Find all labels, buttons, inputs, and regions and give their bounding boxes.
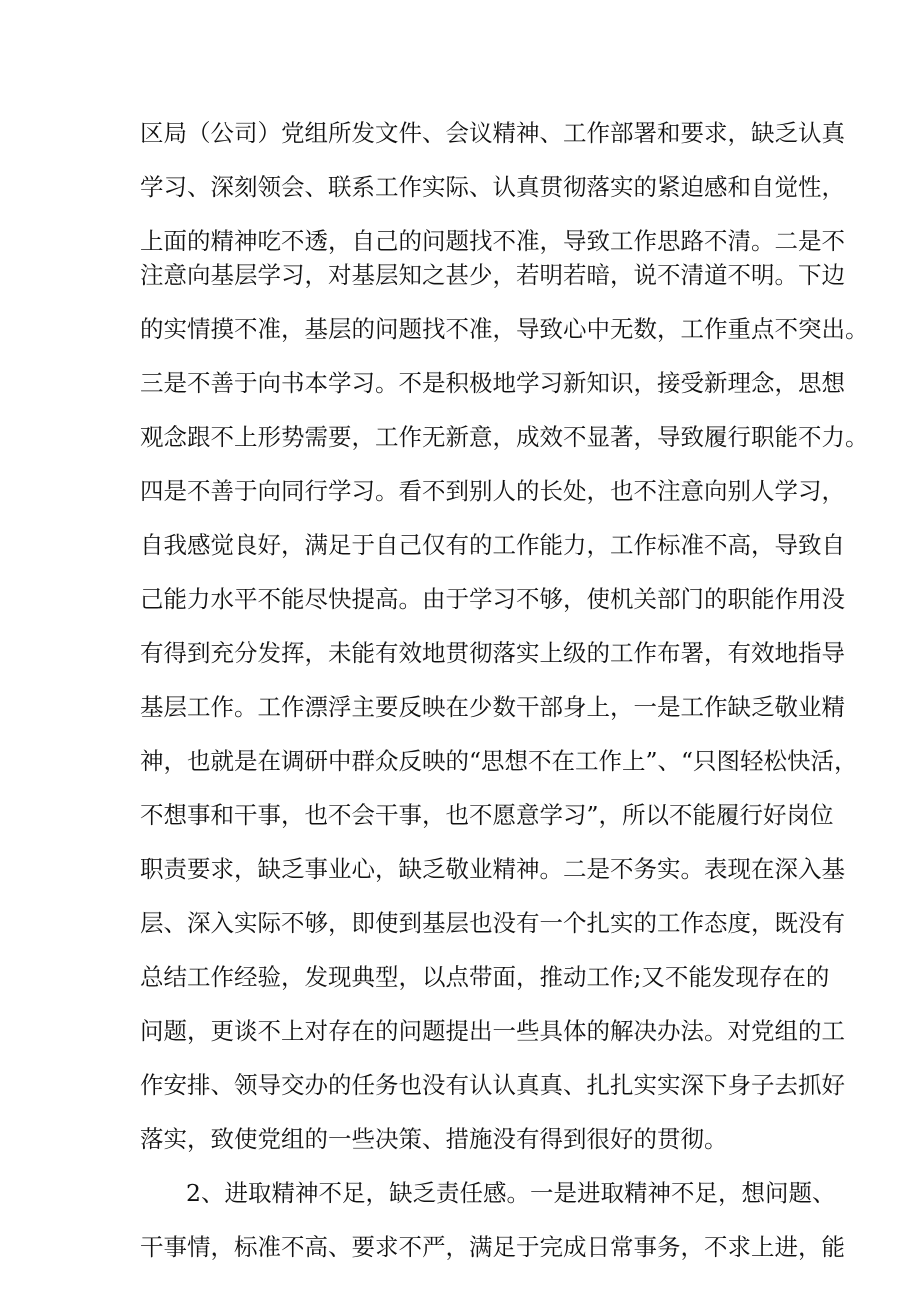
text-line-3: 上面的精神吃不透，自己的问题找不准，导致工作思路不清。二是不 [140, 227, 845, 255]
text-line-14: 不想事和干事，也不会干事，也不愿意学习”，所以不能履行好岗位 [140, 801, 834, 829]
text-line-17: 总结工作经验，发现典型，以点带面，推动工作;又不能发现存在的 [140, 963, 830, 991]
text-line-2: 学习、深刻领会、联系工作实际、认真贯彻落实的紧迫感和自觉性， [140, 173, 845, 201]
text-line-10: 己能力水平不能尽快提高。由于学习不够，使机关部门的职能作用没 [140, 585, 845, 613]
text-line-6: 三是不善于向书本学习。不是积极地学习新知识，接受新理念，思想 [140, 369, 845, 397]
text-line-11: 有得到充分发挥，未能有效地贯彻落实上级的工作布署，有效地指导 [140, 639, 845, 667]
text-line-7: 观念跟不上形势需要，工作无新意，成效不显著，导致履行职能不力。 [140, 423, 869, 451]
text-line-19: 作安排、领导交办的任务也没有认认真真、扎扎实实深下身子去抓好 [140, 1071, 845, 1099]
text-line-13: 神，也就是在调研中群众反映的“思想不在工作上”、“只图轻松快活， [140, 747, 858, 775]
text-line-12: 基层工作。工作漂浮主要反映在少数干部身上，一是工作缺乏敬业精 [140, 693, 845, 721]
text-line-20: 落实，致使党组的一些决策、措施没有得到很好的贯彻。 [140, 1125, 728, 1153]
paragraph-2-line-1: 2、进取精神不足，缺乏责任感。一是进取精神不足，想问题、 [186, 1179, 836, 1207]
text-line-8: 四是不善于向同行学习。看不到别人的长处，也不注意向别人学习， [140, 477, 845, 505]
text-line-16: 层、深入实际不够，即使到基层也没有一个扎实的工作态度，既没有 [140, 909, 845, 937]
text-line-15: 职责要求，缺乏事业心，缺乏敬业精神。二是不务实。表现在深入基 [140, 855, 845, 883]
text-line-5: 的实情摸不准，基层的问题找不准，导致心中无数，工作重点不突出。 [140, 315, 869, 343]
paragraph-2-line-2: 干事情，标准不高、要求不严，满足于完成日常事务，不求上进，能 [140, 1233, 845, 1261]
text-line-1: 区局（公司）党组所发文件、会议精神、工作部署和要求，缺乏认真 [140, 119, 845, 147]
text-line-18: 问题，更谈不上对存在的问题提出一些具体的解决办法。对党组的工 [140, 1017, 845, 1045]
text-line-4: 注意向基层学习，对基层知之甚少，若明若暗，说不清道不明。下边 [140, 261, 845, 289]
text-line-9: 自我感觉良好，满足于自己仅有的工作能力，工作标准不高，导致自 [140, 531, 845, 559]
